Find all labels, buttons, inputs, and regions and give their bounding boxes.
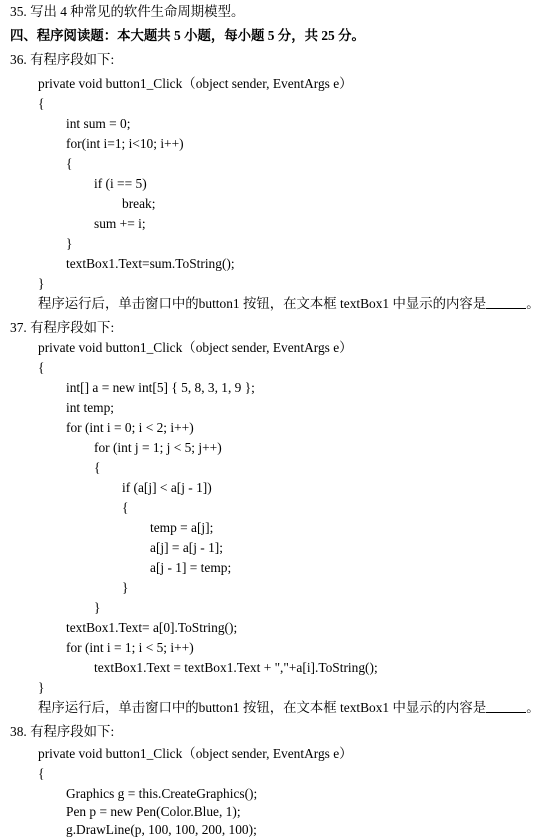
q38-intro: 有程序段如下: [30, 724, 115, 739]
section-4-heading: 四、程序阅读题：本大题共 5 小题，每小题 5 分，共 25 分。 [10, 28, 365, 43]
q37-code-line: textBox1.Text = textBox1.Text + ","+a[i].ToString(); [94, 660, 378, 675]
q35-text: 写出 4 种常见的软件生命周期模型。 [30, 4, 245, 19]
q37-code-line: } [38, 680, 45, 695]
q35-number: 35. [10, 4, 27, 19]
q36-answer-blank [486, 296, 526, 309]
q36-intro: 有程序段如下: [30, 52, 115, 67]
q37-number: 37. [10, 320, 27, 335]
q37-code-line: { [122, 500, 129, 515]
q37-code-line: } [122, 580, 129, 595]
q36-question-end: 。 [526, 296, 540, 311]
q37-header [10, 320, 114, 336]
q36-code-line: for(int i=1; i<10; i++) [66, 136, 184, 151]
q37-code-line: { [38, 360, 45, 375]
q36-code-line: { [66, 156, 73, 171]
q36-code-line: textBox1.Text=sum.ToString(); [66, 256, 235, 271]
q37-code-line: } [94, 600, 101, 615]
q36-code-line: { [38, 96, 45, 111]
q37-question [38, 700, 540, 716]
q36-question [38, 296, 540, 312]
q37-code-line: temp = a[j]; [150, 520, 214, 535]
q38-code-line: private void button1_Click（object sender, EventArgs e） [38, 746, 353, 761]
q38-code-line: g.DrawLine(p, 100, 100, 200, 100); [66, 822, 257, 837]
q36-code-line: int sum = 0; [66, 116, 131, 131]
q38-code-line: { [38, 766, 45, 781]
q36-code-line: private void button1_Click（object sender, EventArgs e） [38, 76, 353, 91]
q35-line [10, 4, 244, 20]
q38-code-line: Graphics g = this.CreateGraphics(); [66, 786, 258, 801]
q37-code-line: private void button1_Click（object sender, EventArgs e） [38, 340, 353, 355]
q37-code-line: a[j - 1] = temp; [150, 560, 232, 575]
q37-code-line: textBox1.Text= a[0].ToString(); [66, 620, 238, 635]
q37-code-line: a[j] = a[j - 1]; [150, 540, 223, 555]
q36-number: 36. [10, 52, 27, 67]
q37-code-line: if (a[j] < a[j - 1]) [122, 480, 212, 495]
q38-header [10, 724, 114, 740]
q36-header [10, 52, 114, 68]
q37-code-line: int[] a = new int[5] { 5, 8, 3, 1, 9 }; [66, 380, 255, 395]
q37-answer-blank [486, 700, 526, 713]
q36-question-text: 程序运行后，单击窗口中的button1 按钮，在文本框 textBox1 中显示的内容是 [38, 296, 487, 311]
q37-code-line: int temp; [66, 400, 114, 415]
q37-code-line: { [94, 460, 101, 475]
q38-code-line: Pen p = new Pen(Color.Blue, 1); [66, 804, 241, 819]
q36-code-line: } [66, 236, 73, 251]
q37-code-line: for (int i = 1; i < 5; i++) [66, 640, 194, 655]
q38-number: 38. [10, 724, 27, 739]
q36-code-line: if (i == 5) [94, 176, 147, 191]
q36-code-line: break; [122, 196, 156, 211]
q37-code-line: for (int i = 0; i < 2; i++) [66, 420, 194, 435]
q36-code-line: sum += i; [94, 216, 146, 231]
q37-code-line: for (int j = 1; j < 5; j++) [94, 440, 222, 455]
q36-code-line: } [38, 276, 45, 291]
q37-intro: 有程序段如下: [30, 320, 115, 335]
q37-question-end: 。 [526, 700, 540, 715]
q37-question-text: 程序运行后，单击窗口中的button1 按钮，在文本框 textBox1 中显示的内容是 [38, 700, 487, 715]
